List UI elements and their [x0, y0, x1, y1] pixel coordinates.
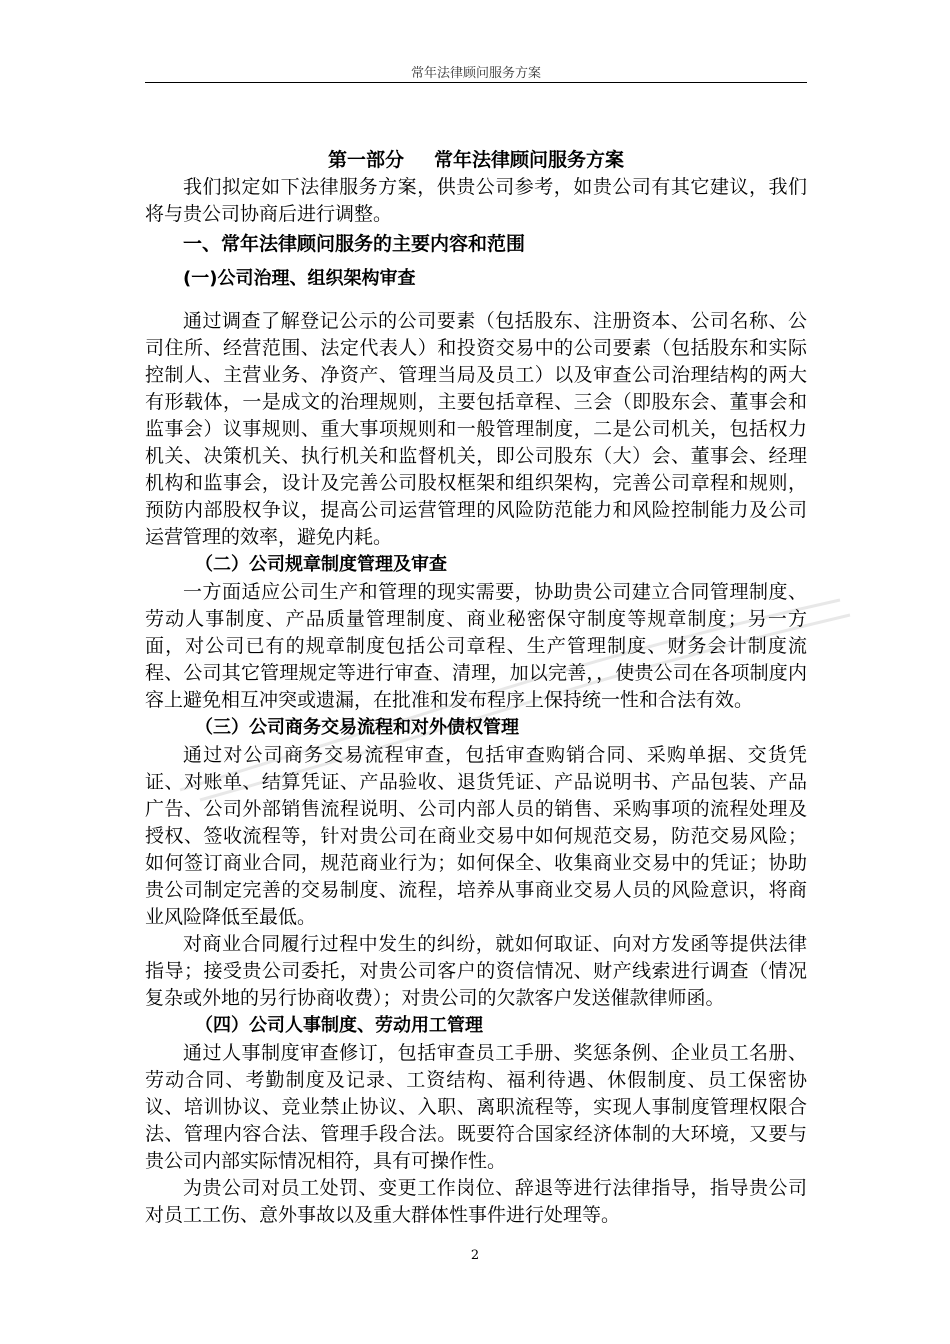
running-header: 常年法律顾问服务方案 [410, 66, 541, 81]
intro-paragraph: 我们拟定如下法律服务方案，供贵公司参考，如贵公司有其它建议，我们将与贵公司协商后进行调整。 [145, 176, 807, 225]
subsection-heading-3: （三）公司商务交易流程和对外债权管理 [195, 717, 519, 738]
paragraph-disputes: 对商业合同履行过程中发生的纠纷，就如何取证、向对方发函等提供法律指导；接受贵公司委托，对贵公司客户的资信情况、财产线索进行调查（情况复杂或外地的另行协商收费）；对贵公司的欠款客户发送催款律师函。 [145, 933, 807, 1009]
header-divider [145, 82, 807, 83]
paragraph-regulations: 一方面适应公司生产和管理的现实需要，协助贵公司建立合同管理制度、劳动人事制度、产品质量管理制度、商业秘密保守制度等规章制度；另一方面，对公司已有的规章制度包括公司章程、生产管理制度、财务会计制度流程、公司其它管理规定等进行审查、清理，加以完善，，使贵公司在各项制度内容上避免相互冲突或遗漏，在批准和发布程序上保持统一性和合法有效。 [145, 581, 807, 711]
paragraph-hr-guidance: 为贵公司对员工处罚、变更工作岗位、辞退等进行法律指导，指导贵公司对员工工伤、意外事故以及重大群体性事件进行处理等。 [145, 1177, 807, 1226]
subsection-heading-4: （四）公司人事制度、劳动用工管理 [195, 1015, 483, 1036]
page-number: 2 [470, 1248, 480, 1263]
section-heading: 一、常年法律顾问服务的主要内容和范围 [183, 233, 526, 255]
paragraph-governance: 通过调查了解登记公示的公司要素（包括股东、注册资本、公司名称、公司住所、经营范围、法定代表人）和投资交易中的公司要素（包括股东和实际控制人、主营业务、净资产、管理当局及员工）以及审查公司治理结构的两大有形载体，一是成文的治理规则，主要包括章程、三会（即股东会、董事会和监事会）议事规则、重大事项规则和一般管理制度，二是公司机关，包括权力机关、决策机关、执行机关和监督机关，即公司股东（大）会、董事会、经理机构和监事会，设计及完善公司股权框架和组织架构，完善公司章程和规则，预防内部股权争议，提高公司运营管理的风险防范能力和风险控制能力及公司运营管理的效率，避免内耗。 [145, 310, 807, 548]
document-body [145, 146, 807, 1229]
paragraph-trade-process: 通过对公司商务交易流程审查，包括审查购销合同、采购单据、交货凭证、对账单、结算凭证、产品验收、退货凭证、产品说明书、产品包装、产品广告、公司外部销售流程说明、公司内部人员的销售、采购事项的流程处理及授权、签收流程等，针对贵公司在商业交易中如何规范交易，防范交易风险；如何签订商业合同，规范商业行为；如何保全、收集商业交易中的凭证；协助贵公司制定完善的交易制度、流程，培养从事商业交易人员的风险意识，将商业风险降低至最低。 [145, 744, 807, 928]
part-title: 第一部分 常年法律顾问服务方案 [327, 149, 625, 171]
subsection-heading-2: （二）公司规章制度管理及审查 [195, 554, 447, 575]
paragraph-hr-system: 通过人事制度审查修订，包括审查员工手册、奖惩条例、企业员工名册、劳动合同、考勤制度及记录、工资结构、福利待遇、休假制度、员工保密协议、培训协议、竞业禁止协议、入职、离职流程等，实现人事制度管理权限合法、管理内容合法、管理手段合法。既要符合国家经济体制的大环境，又要与贵公司内部实际情况相符，具有可操作性。 [145, 1042, 807, 1172]
subsection-heading-1: (一)公司治理、组织架构审查 [183, 268, 416, 289]
